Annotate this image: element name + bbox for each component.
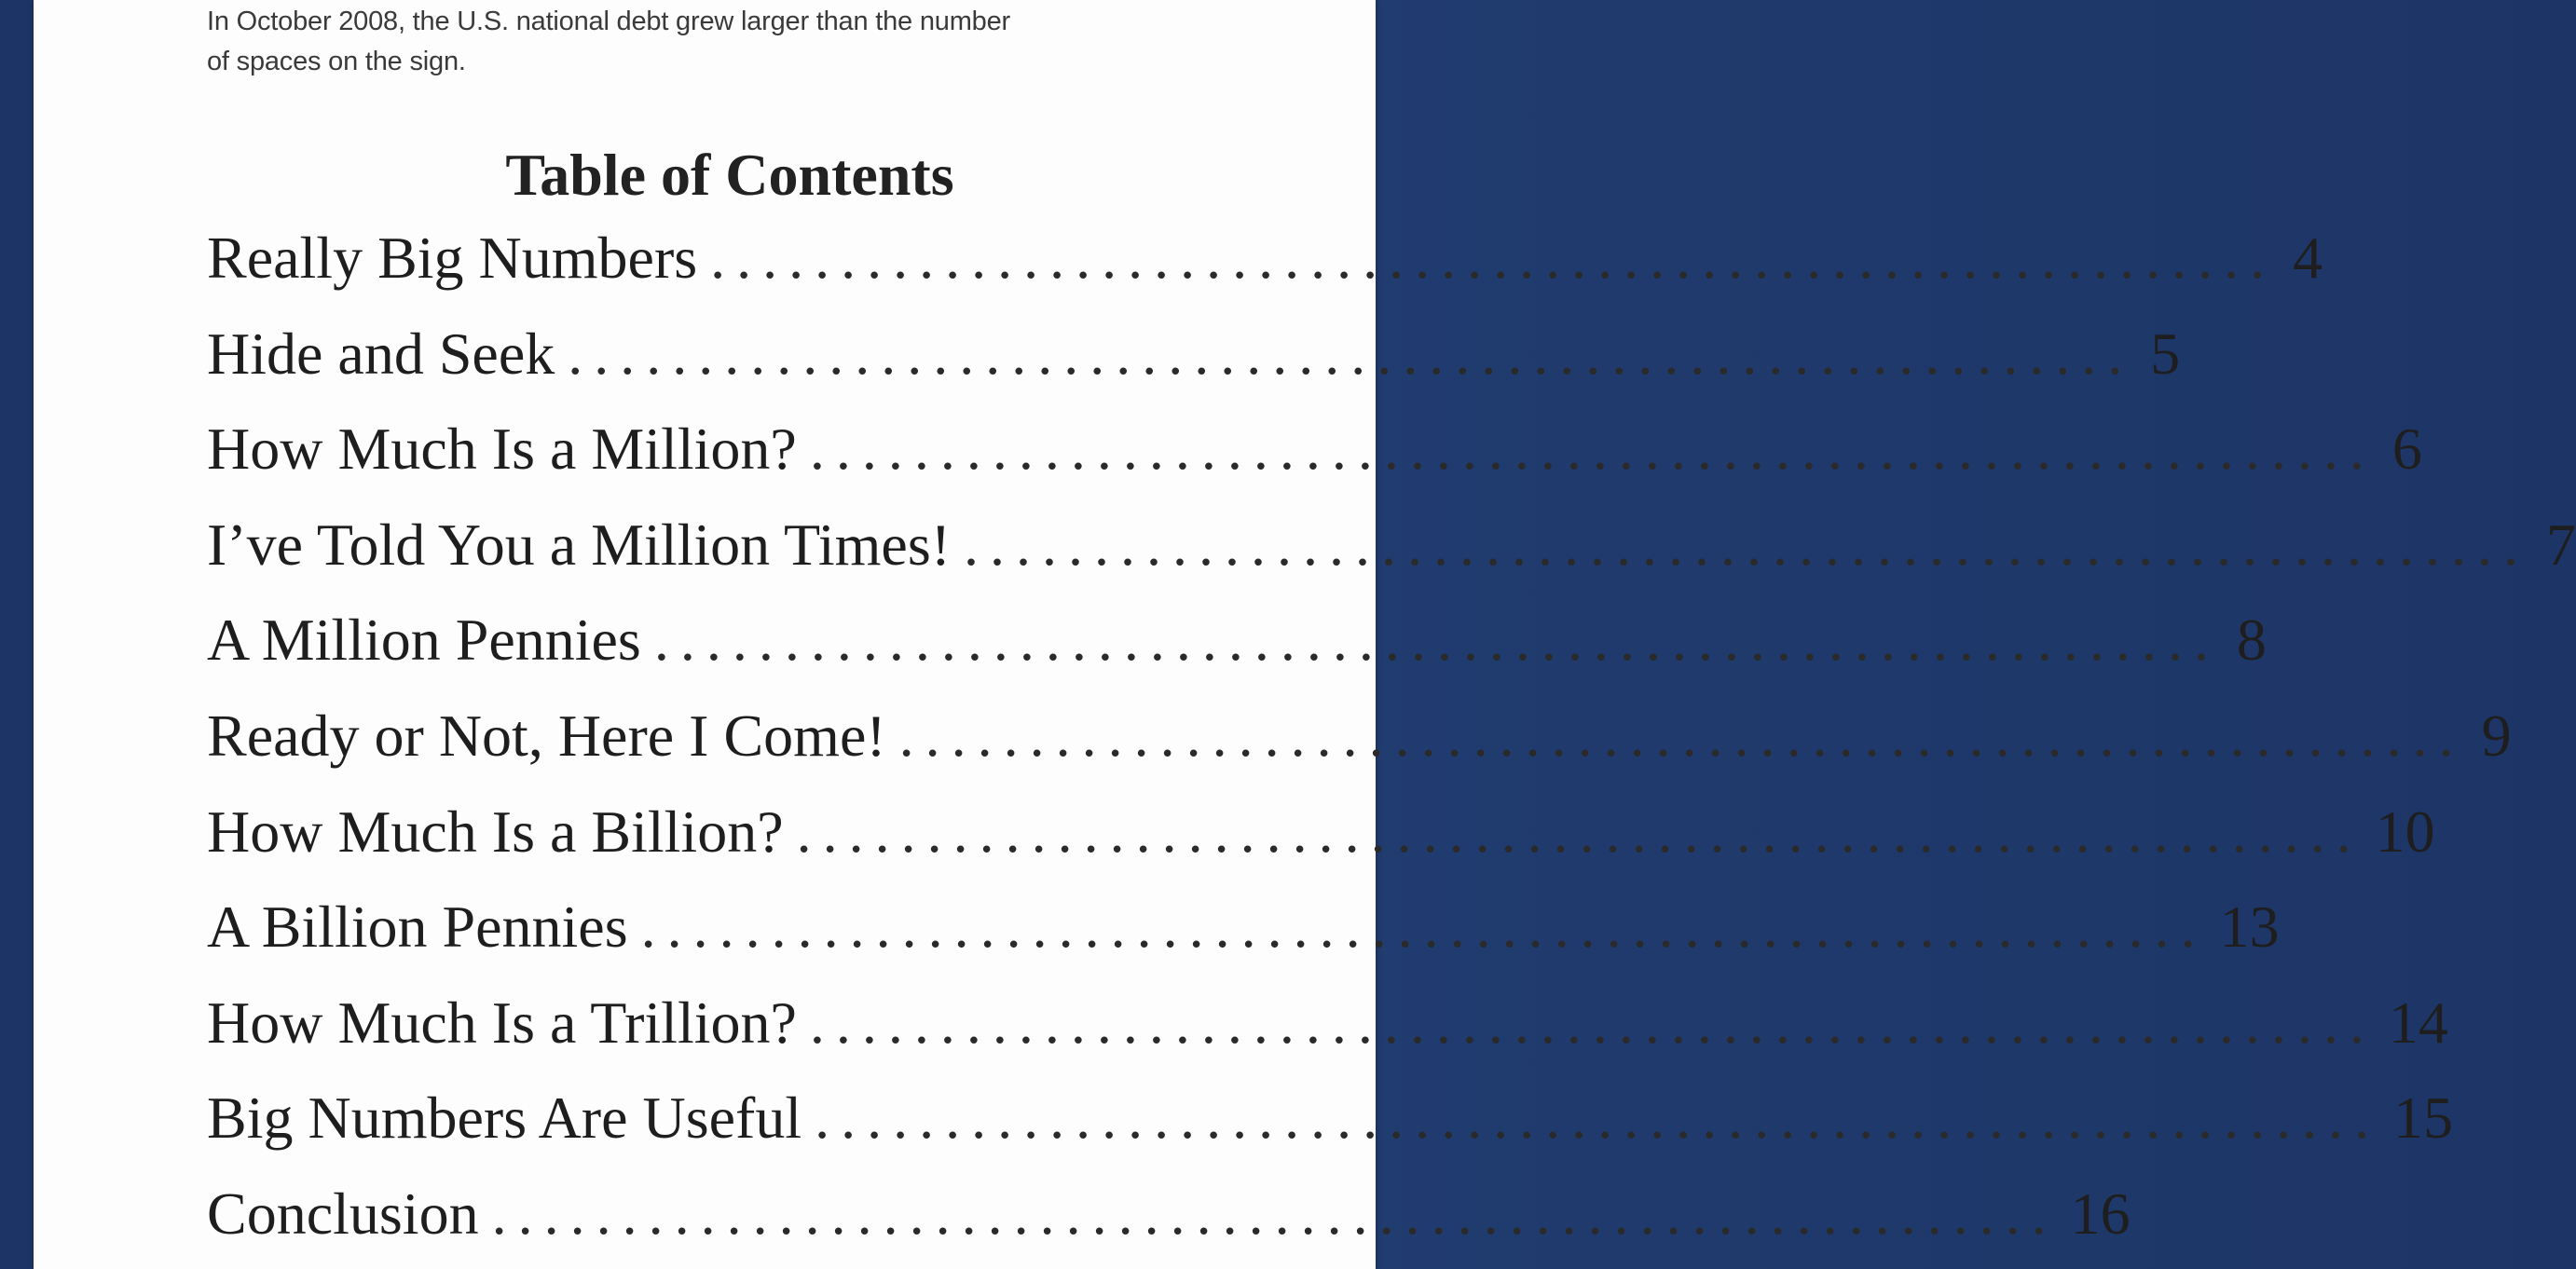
toc-entry[interactable] [207,785,2435,880]
toc-entry-label: Ready or Not, Here I Come! [207,702,886,769]
dot-leader: ............................................................ [640,894,2207,961]
toc-entry-page: 15 [2393,1085,2454,1152]
caption-line: of spaces on the sign. [207,47,466,76]
toc-entry-label: A Million Pennies [207,607,641,674]
toc-entry[interactable] [207,976,2448,1071]
toc-entry-page: 9 [2481,702,2512,769]
toc-entry-page: 16 [2070,1180,2131,1247]
toc-entry-label: Conclusion [207,1180,479,1247]
dot-leader: ............................................................ [964,511,2530,578]
book-page [34,0,2576,1269]
dot-leader: ............................................................ [568,320,2134,387]
dot-leader: ............................................................ [491,1180,2058,1247]
toc-entry-page: 14 [2388,989,2448,1056]
toc-list [207,211,2576,1262]
toc-entry[interactable] [207,880,2280,976]
toc-entry-label: How Much Is a Million? [207,416,797,483]
toc-entry-page: 10 [2375,798,2435,865]
dot-leader: ............................................................ [898,702,2465,769]
toc-entry[interactable] [207,211,2323,307]
toc-entry[interactable] [207,1071,2454,1167]
toc-entry-label: Really Big Numbers [207,225,698,291]
dot-leader: ............................................................ [815,1085,2381,1152]
toc-entry[interactable] [207,689,2512,785]
toc-entry[interactable] [207,498,2576,594]
toc-entry-page: 7 [2546,511,2576,578]
photo-caption [207,2,1139,82]
toc-heading [34,142,1376,209]
toc-entry-page: 4 [2293,225,2323,291]
toc-entry-page: 8 [2236,607,2267,674]
toc-entry[interactable] [207,1167,2131,1262]
dot-leader: ............................................................ [809,416,2376,483]
toc-heading-text: Table of Contents [505,142,954,208]
toc-entry-label: A Billion Pennies [207,894,628,961]
toc-entry-label: Hide and Seek [207,320,555,387]
toc-entry-label: How Much Is a Billion? [207,798,784,865]
dot-leader: ............................................................ [809,989,2376,1056]
toc-entry[interactable] [207,402,2422,498]
toc-entry-label: How Much Is a Trillion? [207,989,797,1056]
toc-entry[interactable] [207,307,2181,403]
caption-line: In October 2008, the U.S. national debt grew larger than the number [207,7,1010,36]
dot-leader: ............................................................ [796,798,2363,865]
toc-entry[interactable] [207,593,2267,689]
toc-entry-label: I’ve Told You a Million Times! [207,511,952,578]
toc-entry-page: 5 [2150,320,2181,387]
toc-entry-page: 13 [2219,894,2280,961]
dot-leader: ............................................................ [710,225,2277,291]
dot-leader: ............................................................ [653,607,2220,674]
toc-entry-page: 6 [2391,416,2422,483]
toc-entry-label: Big Numbers Are Useful [207,1085,802,1152]
